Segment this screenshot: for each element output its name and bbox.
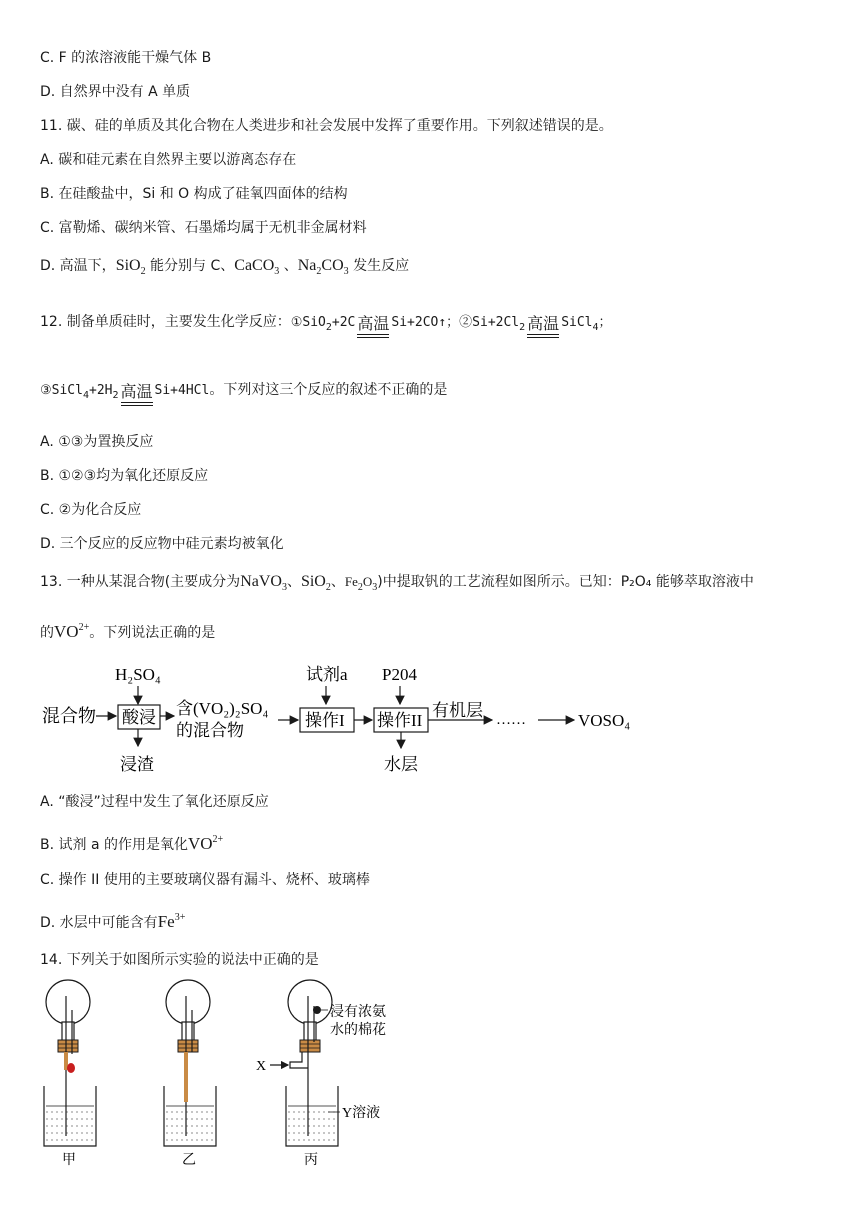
q12-line2-suffix: 。下列对这三个反应的叙述不正确的是 bbox=[209, 382, 448, 398]
organic-layer-label: 有机层 bbox=[432, 701, 483, 720]
h2so4-label: H₂SO₄ bbox=[115, 665, 161, 684]
acid-leach-label: 酸浸 bbox=[122, 708, 156, 727]
condition-high-temp: 高温 bbox=[527, 317, 559, 338]
reaction-1: ①SiO$_2$+2C 高温 Si+2CO↑；$②Si+2Cl_2$ 高温 SiCl$_4$； bbox=[291, 315, 612, 330]
q13-stem-line2 bbox=[40, 618, 215, 643]
water-layer-label: 水层 bbox=[384, 755, 418, 774]
q11-d-suffix: 发生反应 bbox=[353, 258, 410, 274]
q11-stem: 11. 碳、硅的单质及其化合物在人类进步和社会发展中发挥了重要作用。下列叙述错误的是。 bbox=[40, 118, 613, 134]
q13-line2-prefix: 的 bbox=[40, 625, 54, 641]
apparatus-jia bbox=[44, 980, 96, 1166]
fe3plus-ion: $Fe^{3+}$ bbox=[157, 912, 186, 931]
residue-label: 浸渣 bbox=[120, 755, 154, 774]
reaction-3: $③SiCl_4+2H_2$ 高温 Si+4HCl bbox=[40, 383, 209, 398]
sio2-formula: SiO$_2$ bbox=[115, 257, 146, 277]
q13-option-a: A. “酸浸”过程中发生了氧化还原反应 bbox=[40, 794, 269, 810]
product-label-line2: 的混合物 bbox=[176, 721, 244, 740]
q13-line2-suffix: 。下列说法正确的是 bbox=[89, 625, 216, 641]
q13-stem: 13. 一种从某混合物(主要成分为NaVO$_3$、SiO$_2$、$Fe_2O_3$)中提取钒的工艺流程如图所示。已知：P₂O₄ 能够萃取溶液中 bbox=[40, 573, 754, 593]
voso4-label: VOSO₄ bbox=[578, 711, 631, 730]
q12-option-b: B. ①②③均为氧化还原反应 bbox=[40, 468, 209, 484]
fe2o3-formula: $Fe_2O_3$ bbox=[344, 574, 378, 593]
q11-d-mid1: 能分别与 C、 bbox=[150, 258, 235, 274]
vo2plus-ion: $VO^{2+}$ bbox=[54, 622, 90, 641]
q12-option-d: D. 三个反应的反应物中硅元素均被氧化 bbox=[40, 536, 284, 552]
q12-stem-line2 bbox=[40, 380, 447, 406]
fountain-experiment-figure bbox=[38, 976, 398, 1166]
apparatus-bing bbox=[256, 980, 386, 1166]
navo3-formula: NaVO$_3$ bbox=[240, 573, 287, 593]
caco3-formula: CaCO$_3$ bbox=[234, 257, 280, 277]
q13-stem-mid: )中提取钒的工艺流程如图所示。已知：P₂O₄ 能够萃取溶液中 bbox=[377, 574, 754, 590]
q12-option-a: A. ①③为置换反应 bbox=[40, 434, 154, 450]
sio2-formula: SiO$_2$ bbox=[300, 573, 331, 593]
q11-d-prefix: D. 高温下， bbox=[40, 258, 116, 274]
label-yi: 乙 bbox=[182, 1153, 196, 1166]
apparatus-yi bbox=[164, 980, 216, 1166]
q10-option-d: D. 自然界中没有 A 单质 bbox=[40, 84, 191, 100]
q13-option-c: C. 操作 II 使用的主要玻璃仪器有漏斗、烧杯、玻璃棒 bbox=[40, 872, 370, 888]
mixture-label: 混合物 bbox=[42, 706, 96, 726]
q12-option-c: C. ②为化合反应 bbox=[40, 502, 142, 518]
q12-stem bbox=[40, 312, 612, 338]
process-flow-diagram bbox=[40, 658, 660, 780]
label-bing: 丙 bbox=[304, 1153, 318, 1166]
q14-stem: 14. 下列关于如图所示实验的说法中正确的是 bbox=[40, 952, 319, 968]
operation-2-label: 操作II bbox=[377, 711, 423, 730]
label-jia: 甲 bbox=[62, 1153, 76, 1166]
q13-b-text: B. 试剂 a 的作用是氧化 bbox=[40, 837, 188, 853]
q13-d-text: D. 水层中可能含有 bbox=[40, 915, 158, 931]
p204-label: P204 bbox=[382, 665, 417, 684]
operation-1-label: 操作I bbox=[305, 711, 345, 730]
reagent-a-label: 试剂a bbox=[306, 665, 348, 684]
condition-high-temp: 高温 bbox=[357, 317, 389, 338]
dots-label: …… bbox=[496, 712, 526, 728]
q11-d-mid2: 、 bbox=[283, 258, 298, 274]
q13-option-b bbox=[40, 830, 223, 855]
q11-option-d bbox=[40, 256, 409, 282]
q10-option-c: C. F 的浓溶液能干燥气体 B bbox=[40, 50, 212, 66]
cotton-label-1: 浸有浓氨 bbox=[330, 1005, 386, 1020]
product-label: 含(VO₂)₂SO₄ bbox=[176, 699, 269, 718]
q13-option-d bbox=[40, 908, 185, 933]
q11-option-a: A. 碳和硅元素在自然界主要以游离态存在 bbox=[40, 152, 297, 168]
q13-stem-prefix: 13. 一种从某混合物(主要成分为 bbox=[40, 574, 241, 590]
na2co3-formula: $Na_2CO_3$ bbox=[297, 257, 349, 277]
q11-option-c: C. 富勒烯、碳纳米管、石墨烯均属于无机非金属材料 bbox=[40, 220, 367, 236]
vo2plus-ion: $VO^{2+}$ bbox=[187, 834, 224, 853]
condition-high-temp: 高温 bbox=[121, 385, 153, 406]
x-label: X bbox=[256, 1059, 267, 1074]
y-solution-label: Y溶液 bbox=[342, 1106, 381, 1121]
q12-stem-prefix: 12. 制备单质硅时，主要发生化学反应： bbox=[40, 314, 291, 330]
cotton-label-2: 水的棉花 bbox=[330, 1023, 386, 1038]
q11-option-b: B. 在硅酸盐中，Si 和 O 构成了硅氧四面体的结构 bbox=[40, 186, 348, 202]
